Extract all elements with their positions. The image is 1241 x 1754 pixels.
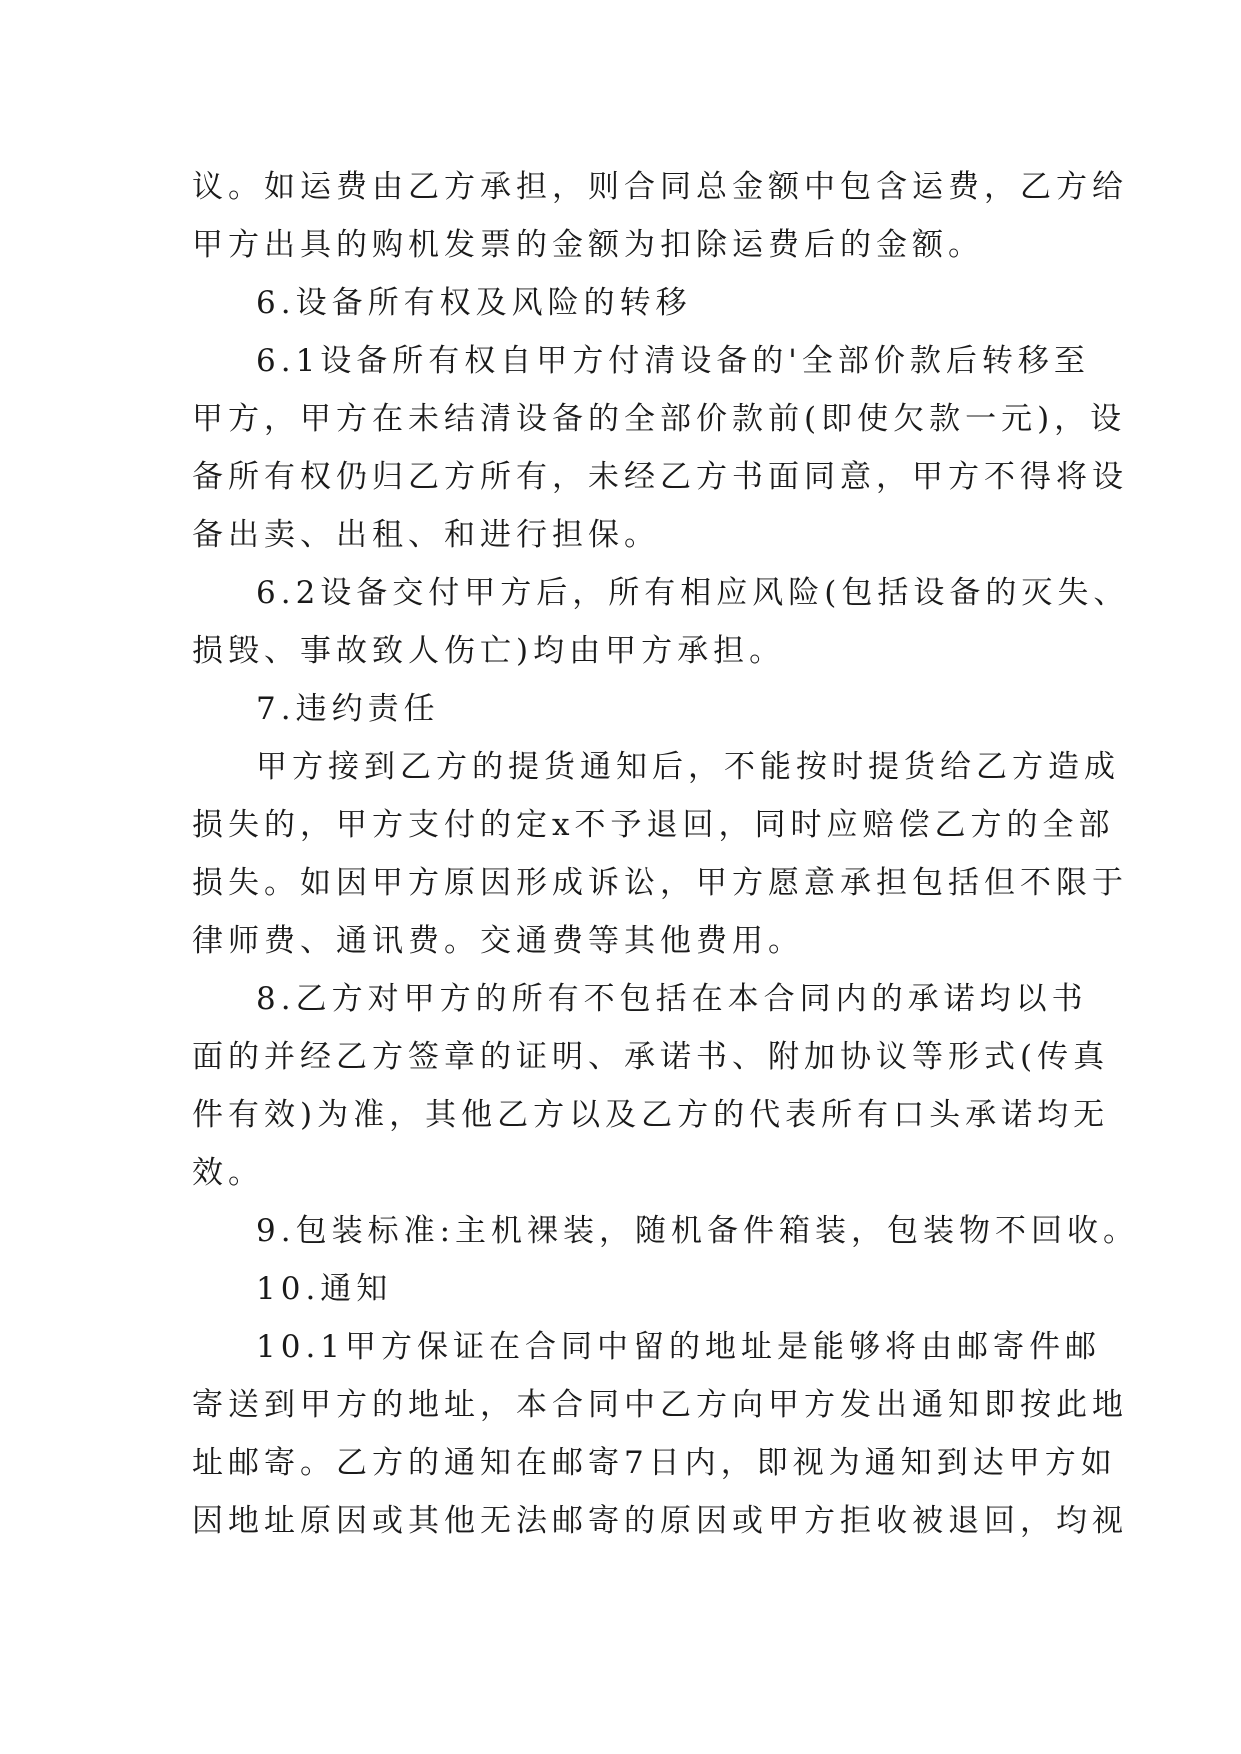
text-line: 议。如运费由乙方承担，则合同总金额中包含运费，乙方给: [192, 169, 1128, 205]
text-line: 6.设备所有权及风险的转移: [256, 285, 692, 321]
document-page: [192, 158, 1140, 1550]
text-line: 损失。如因甲方原因形成诉讼，甲方愿意承担包括但不限于: [192, 865, 1128, 901]
text-line: 件有效)为准，其他乙方以及乙方的代表所有口头承诺均无: [192, 1097, 1110, 1133]
text-line: 6.1设备所有权自甲方付清设备的'全部价款后转移至: [256, 343, 1090, 379]
text-line: 效。: [192, 1155, 264, 1191]
text-line: 因地址原因或其他无法邮寄的原因或甲方拒收被退回，均视: [192, 1503, 1128, 1539]
document-body: [192, 158, 1140, 1550]
text-line: 10.1甲方保证在合同中留的地址是能够将由邮寄件邮: [256, 1329, 1102, 1365]
text-line: 备出卖、出租、和进行担保。: [192, 517, 660, 553]
text-line: 损失的，甲方支付的定x不予退回，同时应赔偿乙方的全部: [192, 807, 1115, 843]
text-line: 10.通知: [256, 1271, 393, 1307]
text-line: 8.乙方对甲方的所有不包括在本合同内的承诺均以书: [256, 981, 1088, 1017]
text-line: 9.包装标准:主机裸装，随机备件箱装，包装物不回收。: [256, 1213, 1140, 1249]
text-line: 损毁、事故致人伤亡)均由甲方承担。: [192, 633, 786, 669]
text-line: 备所有权仍归乙方所有，未经乙方书面同意，甲方不得将设: [192, 459, 1128, 495]
text-line: 甲方接到乙方的提货通知后，不能按时提货给乙方造成: [256, 749, 1120, 785]
text-line: 律师费、通讯费。交通费等其他费用。: [192, 923, 804, 959]
text-line: 址邮寄。乙方的通知在邮寄7日内，即视为通知到达甲方如: [192, 1445, 1117, 1481]
text-line: 甲方，甲方在未结清设备的全部价款前(即使欠款一元)，设: [192, 401, 1127, 437]
text-line: 7.违约责任: [256, 691, 440, 727]
text-line: 面的并经乙方签章的证明、承诺书、附加协议等形式(传真: [192, 1039, 1110, 1075]
text-line: 6.2设备交付甲方后，所有相应风险(包括设备的灭失、: [256, 575, 1130, 611]
text-line: 寄送到甲方的地址，本合同中乙方向甲方发出通知即按此地: [192, 1387, 1128, 1423]
text-line: 甲方出具的购机发票的金额为扣除运费后的金额。: [192, 227, 984, 263]
